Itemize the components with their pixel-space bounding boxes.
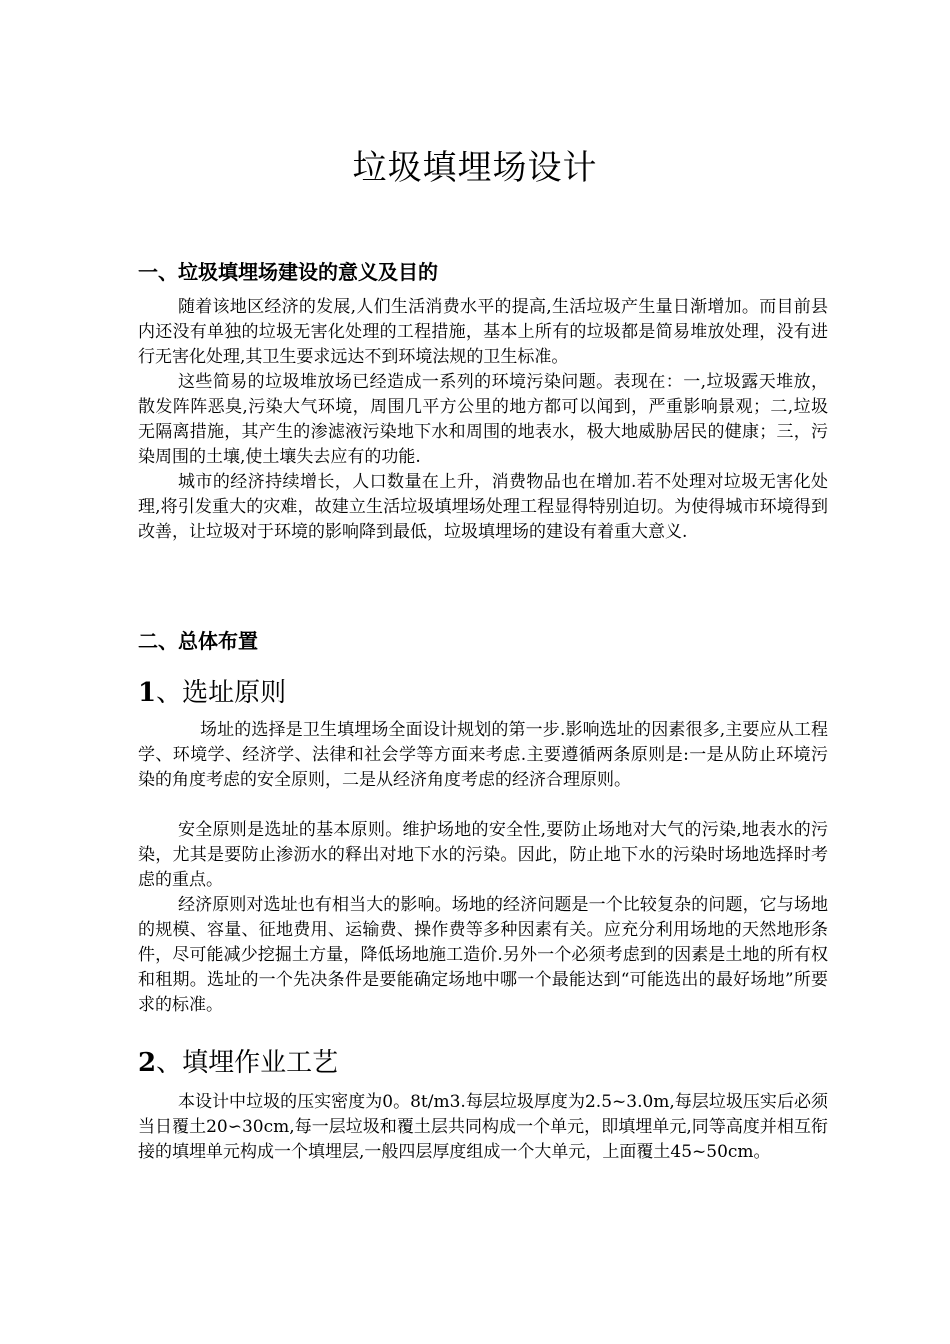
paragraph: 经济原则对选址也有相当大的影响。场地的经济问题是一个比较复杂的问题，它与场地的规模、容量、征地费用、运输费、操作费等多种因素有关。应充分利用场地的天然地形条件，尽可能减少挖掘土方量，降低场地施工造价.另外一个必须考虑到的因素是土地的所有权和租期。选址的一个先决条件是要能确定场地中哪一个最能达到“可能选出的最好场地”所要求的标准。	[138, 895, 828, 1015]
section-heading-2: 二、总体布置	[138, 629, 258, 653]
document-title: 垃圾填埋场设计	[352, 148, 598, 188]
paragraph: 城市的经济持续增长，人口数量在上升，消费物品也在增加.若不处理对垃圾无害化处理,将引发重大的灾难，故建立生活垃圾填埋场处理工程显得特别迫切。为使得城市环境得到改善，让垃圾对于环境的影响降到最低，垃圾填埋场的建设有着重大意义.	[138, 472, 828, 542]
section-heading-1: 一、垃圾填埋场建设的意义及目的	[138, 260, 438, 284]
subsection-title: 、选址原则	[156, 678, 287, 708]
paragraph: 随着该地区经济的发展,人们生活消费水平的提高,生活垃圾产生量日渐增加。而目前县内还没有单独的垃圾无害化处理的工程措施，基本上所有的垃圾都是简易堆放处理，没有进行无害化处理,其卫生要求远达不到环境法规的卫生标准。	[138, 297, 828, 367]
subsection-heading-2	[138, 1042, 338, 1079]
paragraph: 场址的选择是卫生填埋场全面设计规划的第一步.影响选址的因素很多,主要应从工程学、环境学、经济学、法律和社会学等方面来考虑.主要遵循两条原则是:一是从防止环境污染的角度考虑的安全原则，二是从经济角度考虑的经济合理原则。	[138, 720, 828, 790]
paragraph: 本设计中垃圾的压实密度为0。8t/m3.每层垃圾厚度为2.5~3.0m,每层垃圾压实后必须当日覆土20∽30cm,每一层垃圾和覆土层共同构成一个单元，即填埋单元,同等高度并相互衔接的填埋单元构成一个填埋层,一般四层厚度组成一个大单元，上面覆土45~50cm。	[138, 1092, 828, 1162]
subsection-number: 2	[138, 1048, 157, 1078]
subsection-heading-1	[138, 672, 286, 709]
paragraph: 这些简易的垃圾堆放场已经造成一系列的环境污染问题。表现在：一,垃圾露天堆放，散发阵阵恶臭,污染大气环境，周围几平方公里的地方都可以闻到，严重影响景观；二,垃圾无隔离措施，其产生的渗滤液污染地下水和周围的地表水，极大地威胁居民的健康；三，污染周围的土壤,使土壤失去应有的功能.	[138, 372, 828, 467]
subsection-title: 、填埋作业工艺	[156, 1048, 339, 1078]
subsection-number: 1	[138, 678, 157, 708]
paragraph: 安全原则是选址的基本原则。维护场地的安全性,要防止场地对大气的污染,地表水的污染，尤其是要防止渗沥水的释出对地下水的污染。因此，防止地下水的污染时场地选择时考虑的重点。	[138, 820, 828, 890]
